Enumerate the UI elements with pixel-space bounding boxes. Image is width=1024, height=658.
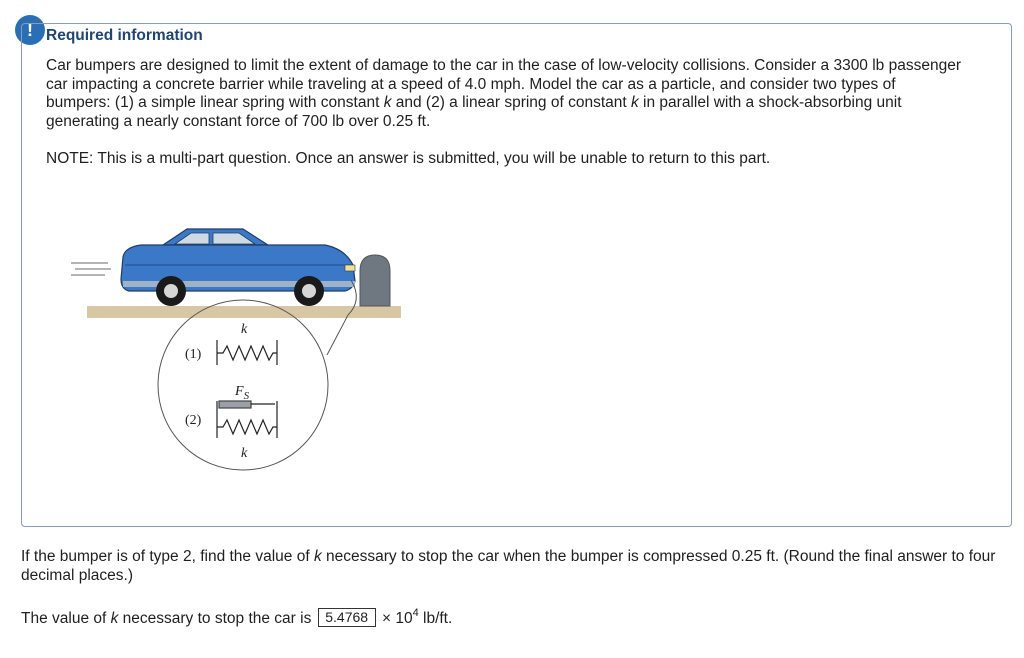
spring-type-1 — [217, 340, 277, 365]
k-variable: k — [110, 610, 119, 627]
concrete-barrier — [360, 255, 390, 306]
k-variable: k — [630, 94, 639, 111]
label-type-1: (1) — [185, 347, 202, 362]
answer-unit: lb/ft. — [418, 610, 453, 627]
motion-lines — [71, 263, 111, 275]
question-start: If the bumper is of type 2, find the value of — [21, 548, 314, 565]
label-fs-main: F — [235, 384, 244, 399]
k-variable: k — [313, 548, 322, 565]
label-fs-sub: S — [243, 390, 250, 402]
k-variable: k — [383, 94, 392, 111]
info-text-mid: and (2) a linear spring of constant — [391, 94, 631, 111]
car-illustration — [121, 229, 355, 306]
exponent: 4 — [412, 607, 419, 619]
label-k-bottom: k — [241, 446, 248, 461]
question-text — [21, 548, 1001, 585]
label-fs — [234, 384, 250, 402]
label-type-2: (2) — [185, 413, 202, 428]
times-ten: × 10 — [381, 610, 413, 627]
note-text: NOTE: This is a multi-part question. Once an answer is submitted, you will be unable to return to this part. — [46, 150, 771, 167]
info-text-start: Car bumpers are designed to limit the extent of damage to the car in the case of low-velocity collisions. Consider a 3300 lb passenger car impacting a concrete barrier while traveling at a speed of 4.0 mph. Model the car as a particle, and consider two types of bumpers: (1) a simple linear spring with constant — [46, 57, 961, 111]
answer-line — [21, 608, 452, 631]
answer-mid: necessary to stop the car is — [118, 610, 316, 627]
spring-type-2 — [217, 401, 277, 438]
answer-prefix: The value of — [21, 610, 111, 627]
car-bumper-figure — [63, 205, 423, 485]
answer-input[interactable]: 5.4768 — [318, 608, 376, 627]
question-end: necessary to stop the car when the bumper is compressed 0.25 ft. (Round the final answer to four decimal places.) — [21, 548, 996, 584]
label-k-top: k — [241, 322, 248, 337]
info-text-end: in parallel with a shock-absorbing unit generating a nearly constant force of 700 lb over 0.25 ft. — [46, 94, 902, 130]
alert-icon: ! — [15, 15, 45, 45]
info-paragraph — [46, 57, 961, 131]
info-title: Required information — [46, 27, 203, 44]
